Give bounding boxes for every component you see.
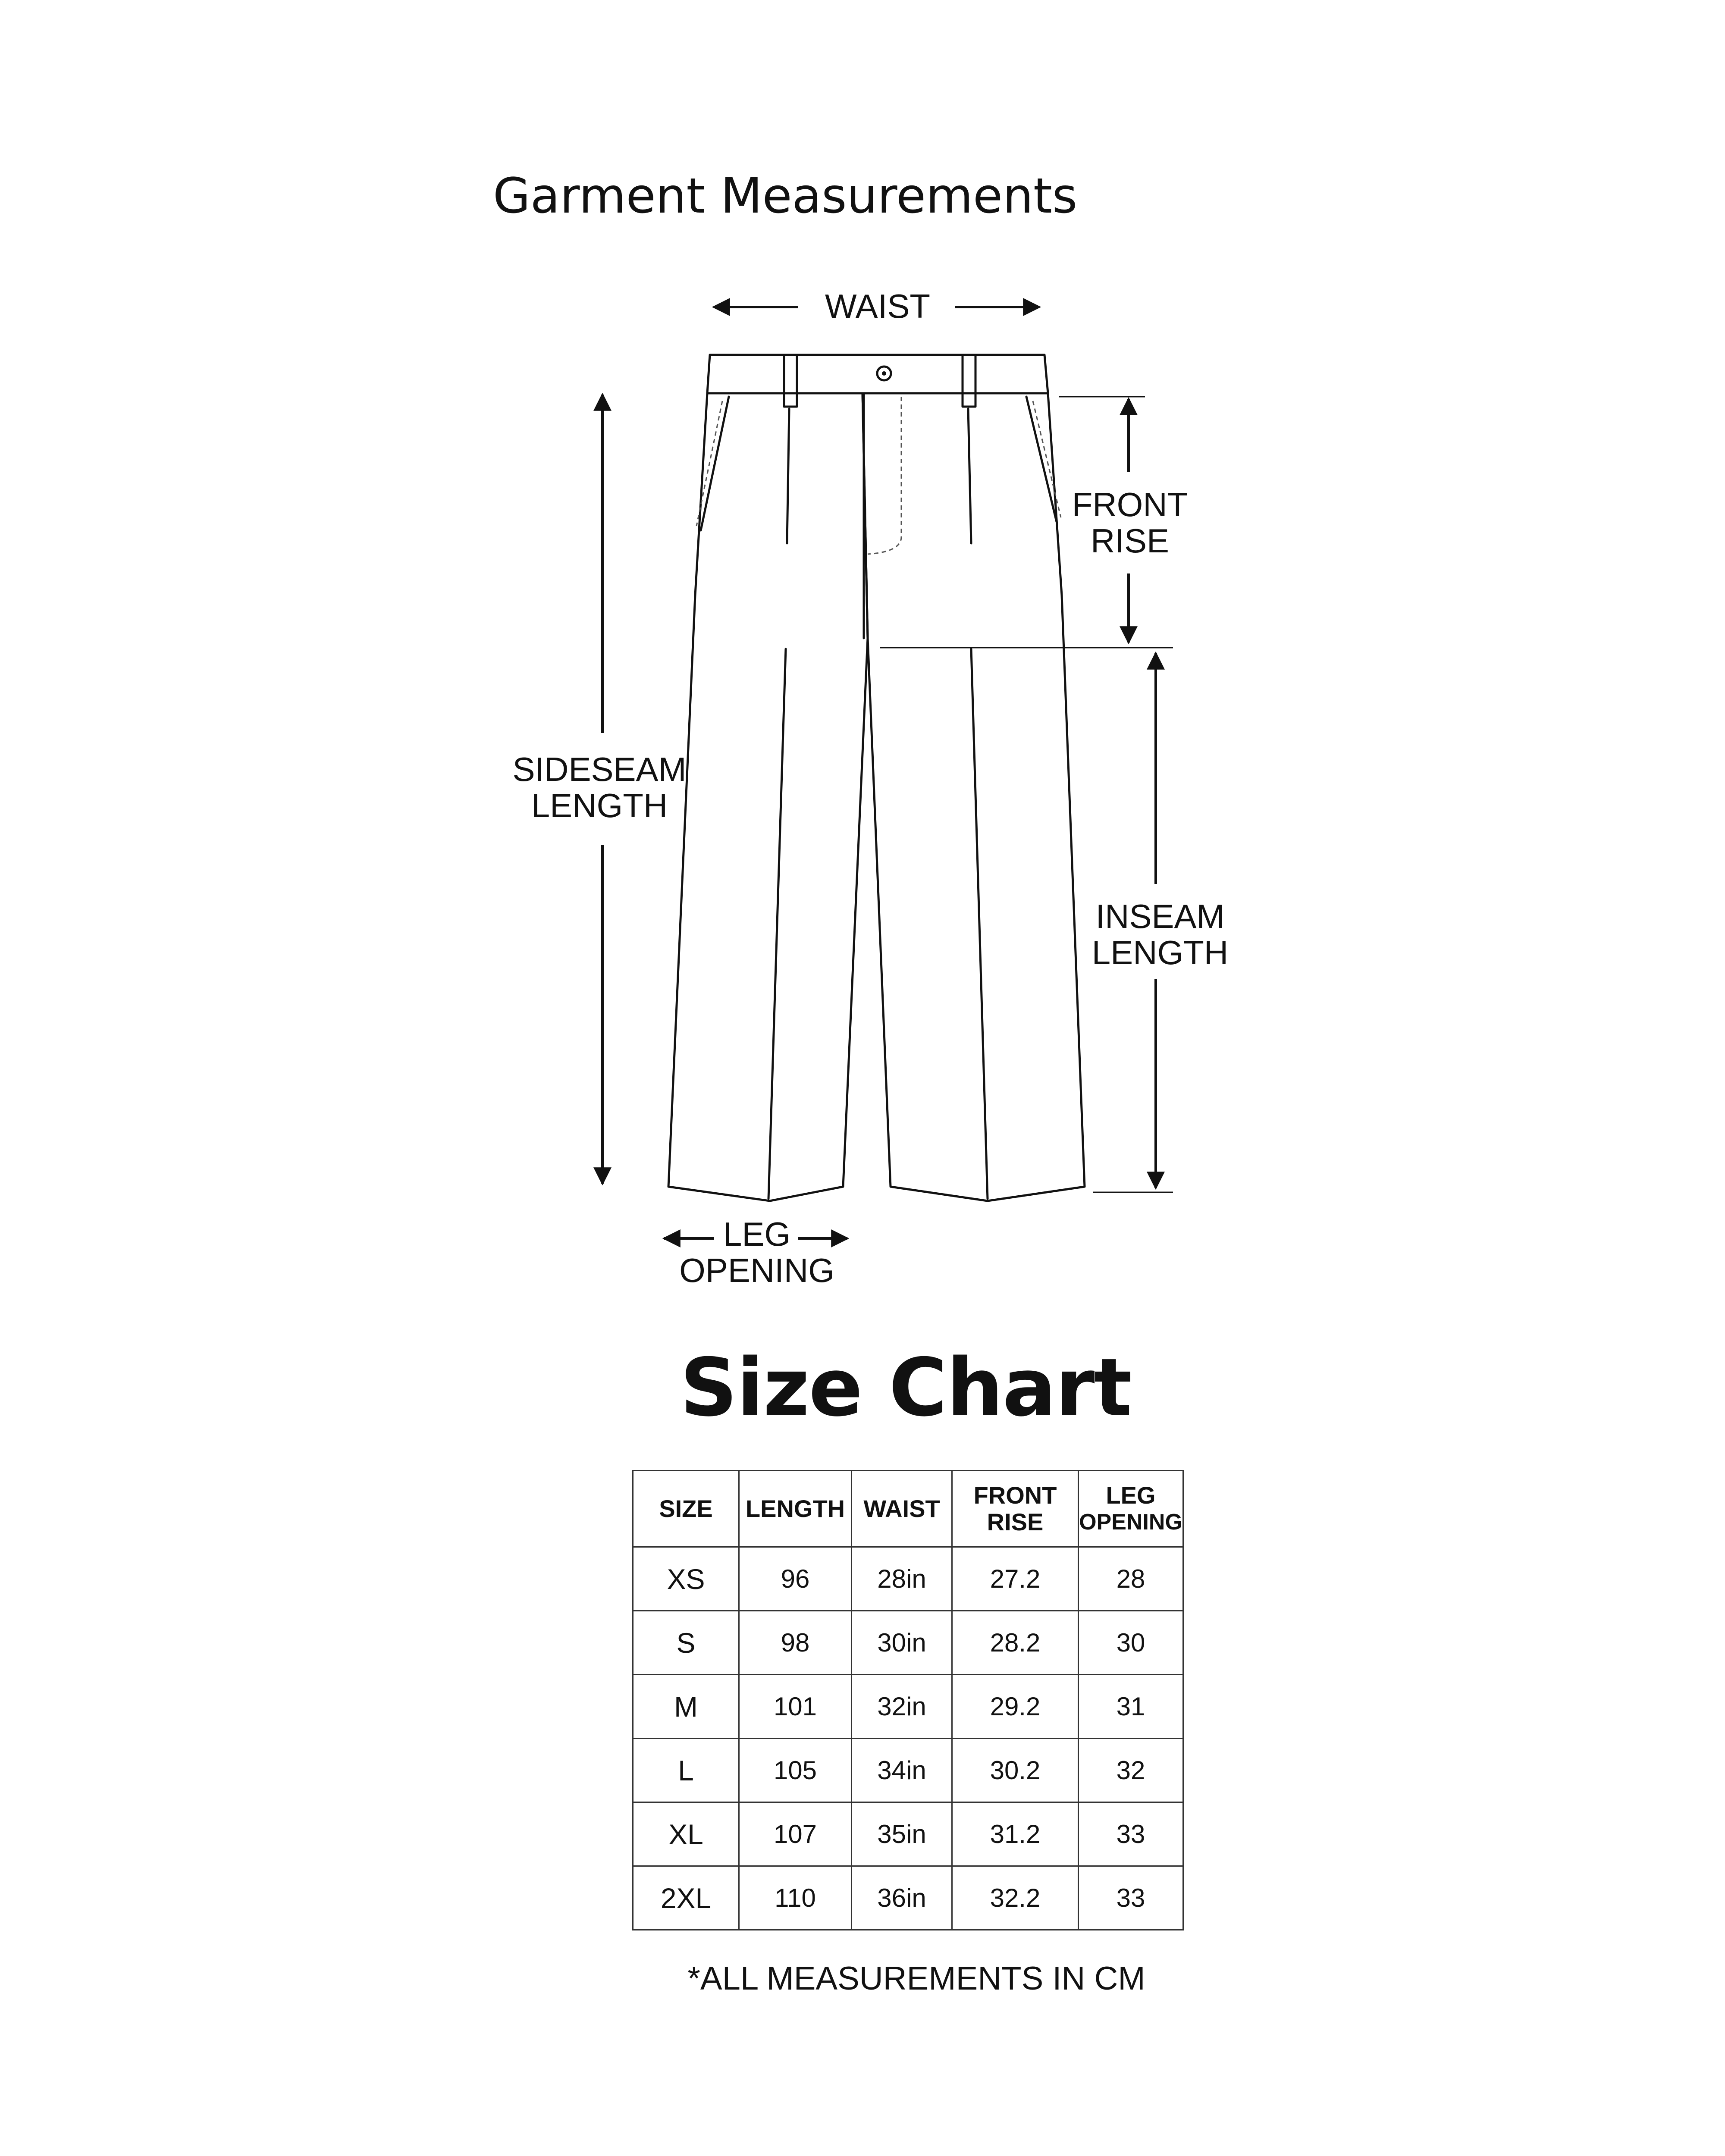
cell-waist: 34in xyxy=(852,1739,952,1802)
cell-leg-opening: 30 xyxy=(1079,1611,1183,1675)
table-row xyxy=(633,1866,1183,1930)
cell-length: 107 xyxy=(739,1802,852,1866)
cell-length: 96 xyxy=(739,1547,852,1611)
cell-front-rise: 32.2 xyxy=(952,1866,1079,1930)
table-row xyxy=(633,1802,1183,1866)
cell-waist: 28in xyxy=(852,1547,952,1611)
cell-length: 101 xyxy=(739,1675,852,1739)
header-leg-opening: LEG OPENING xyxy=(1079,1471,1183,1547)
measurement-footnote: *ALL MEASUREMENTS IN CM xyxy=(687,1960,1145,1997)
cell-leg-opening: 31 xyxy=(1079,1675,1183,1739)
right-leg-outline xyxy=(862,393,1085,1201)
cell-size: XL xyxy=(633,1802,739,1866)
left-leg-outline xyxy=(668,393,868,1201)
cell-waist: 30in xyxy=(852,1611,952,1675)
cell-size: XS xyxy=(633,1547,739,1611)
cell-leg-opening: 32 xyxy=(1079,1739,1183,1802)
header-front-rise: FRONT RISE xyxy=(952,1471,1079,1547)
cell-size: 2XL xyxy=(633,1866,739,1930)
size-chart-title: Size Chart xyxy=(680,1341,1132,1434)
belt-loop-left xyxy=(784,355,797,407)
cell-front-rise: 27.2 xyxy=(952,1547,1079,1611)
table-row xyxy=(633,1675,1183,1739)
fly-stitch xyxy=(868,397,901,554)
sideseam-length-label: SIDESEAM LENGTH xyxy=(512,750,687,824)
cell-front-rise: 31.2 xyxy=(952,1802,1079,1866)
header-length: LENGTH xyxy=(739,1471,852,1547)
cell-waist: 35in xyxy=(852,1802,952,1866)
cell-length: 98 xyxy=(739,1611,852,1675)
cell-front-rise: 28.2 xyxy=(952,1611,1079,1675)
cell-size: L xyxy=(633,1739,739,1802)
waist-label: WAIST xyxy=(825,287,931,325)
table-row xyxy=(633,1611,1183,1675)
cell-leg-opening: 28 xyxy=(1079,1547,1183,1611)
cell-length: 105 xyxy=(739,1739,852,1802)
cell-length: 110 xyxy=(739,1866,852,1930)
header-size: SIZE xyxy=(633,1471,739,1547)
cell-leg-opening: 33 xyxy=(1079,1802,1183,1866)
cell-size: S xyxy=(633,1611,739,1675)
leg-opening-label: LEG OPENING xyxy=(679,1215,834,1289)
table-row xyxy=(633,1739,1183,1802)
belt-loop-right xyxy=(963,355,975,407)
cell-front-rise: 29.2 xyxy=(952,1675,1079,1739)
cell-waist: 32in xyxy=(852,1675,952,1739)
front-rise-label: FRONT RISE xyxy=(1072,486,1188,560)
header-waist: WAIST xyxy=(852,1471,952,1547)
diagram-title: Garment Measurements xyxy=(493,168,1078,224)
size-chart-table xyxy=(632,1470,1184,1930)
table-row xyxy=(633,1547,1183,1611)
cell-waist: 36in xyxy=(852,1866,952,1930)
cell-front-rise: 30.2 xyxy=(952,1739,1079,1802)
cell-size: M xyxy=(633,1675,739,1739)
inseam-length-label: INSEAM LENGTH xyxy=(1091,897,1229,971)
cell-leg-opening: 33 xyxy=(1079,1866,1183,1930)
table-header-row xyxy=(633,1471,1183,1547)
